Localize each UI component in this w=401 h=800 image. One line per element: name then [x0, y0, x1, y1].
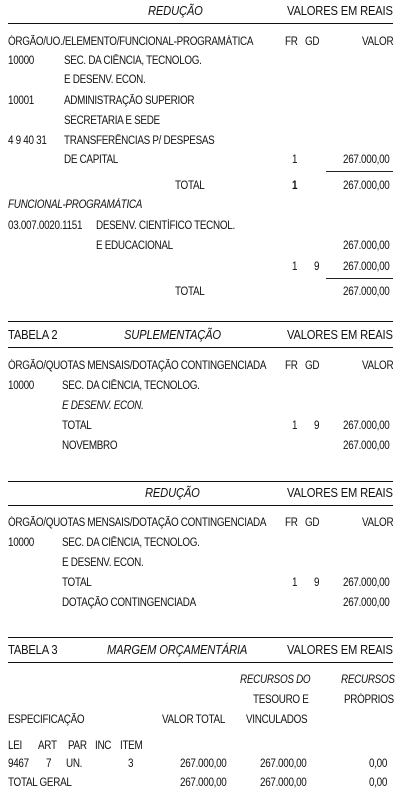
gd-header: GD — [305, 360, 320, 372]
dotacao-valor: 267.000,00 — [343, 597, 390, 609]
sum-line — [326, 171, 393, 172]
block1-column-header: ÓRGÃO/UO./ELEMENTO/FUNCIONAL-PROGRAMÁTICA — [8, 36, 254, 48]
total-fr: 1 — [292, 577, 298, 589]
total-geral-label: TOTAL GERAL — [8, 777, 72, 789]
total-label: TOTAL — [62, 577, 92, 589]
block3-title: REDUÇÃO — [145, 485, 200, 500]
total-proprios: 0,00 — [369, 777, 388, 789]
block3-valores-em-reais: VALORES EM REAIS — [287, 485, 393, 500]
row-text: SECRETARIA E SEDE — [64, 115, 160, 127]
sum-line — [326, 278, 393, 279]
divider — [8, 321, 393, 322]
row-text: TRANSFERÊNCIAS P/ DESPESAS — [64, 135, 215, 147]
row-code: 4 9 40 31 — [8, 135, 47, 147]
dotacao-label: DOTAÇÃO CONTINGENCIADA — [62, 597, 196, 609]
header-par: PAR — [68, 740, 87, 752]
row-text: SEC. DA CIÊNCIA, TECNOLOG. — [62, 537, 200, 549]
row-art: 7 — [46, 758, 52, 770]
fr-header: FR — [285, 517, 298, 529]
divider — [8, 23, 393, 24]
total-valor: 267.000,00 — [343, 286, 390, 298]
sub-fr: 1 — [292, 261, 298, 273]
total-label: TOTAL — [62, 420, 92, 432]
sub-valor: 267.000,00 — [343, 261, 390, 273]
total-valor: 267.000,00 — [343, 420, 390, 432]
total-fr: 1 — [292, 180, 298, 192]
total-valor: 267.000,00 — [343, 180, 390, 192]
block1-valores-em-reais: VALORES EM REAIS — [287, 3, 393, 18]
row-item: 3 — [128, 758, 134, 770]
row-text: DE CAPITAL — [64, 154, 118, 166]
sub-gd: 9 — [314, 261, 320, 273]
divider — [8, 637, 393, 638]
row-par: UN. — [66, 758, 83, 770]
header-recursos: RECURSOS — [341, 674, 395, 686]
divider — [8, 662, 393, 663]
header-art: ART — [38, 740, 57, 752]
block3-column-header: ÓRGÃO/QUOTAS MENSAIS/DOTAÇÃO CONTINGENCIADA — [8, 517, 267, 529]
gd-header: GD — [305, 36, 320, 48]
valor-header: VALOR — [362, 36, 394, 48]
func-code: 03.007.0020.1151 — [8, 220, 83, 232]
row-code: 10001 — [8, 95, 35, 107]
row-text: E DESENV. ECON. — [62, 557, 144, 569]
row-text: E DESENV. ECON. — [62, 400, 144, 412]
row-valor: 267.000,00 — [343, 154, 390, 166]
row-text: ADMINISTRAÇÃO SUPERIOR — [64, 95, 195, 107]
total-gd: 9 — [314, 420, 320, 432]
header-tesouro: TESOURO E — [253, 694, 309, 706]
total-tesouro: 267.000,00 — [260, 777, 307, 789]
row-code: 10000 — [8, 55, 35, 67]
divider — [8, 505, 393, 506]
total-label: TOTAL — [175, 180, 205, 192]
fr-header: FR — [285, 36, 298, 48]
block2-valores-em-reais: VALORES EM REAIS — [287, 327, 393, 342]
gd-header: GD — [305, 517, 320, 529]
funcional-programatica-label: FUNCIONAL-PROGRAMÁTICA — [8, 199, 143, 211]
row-lei: 9467 — [8, 758, 29, 770]
divider — [8, 347, 393, 348]
header-lei: LEI — [8, 740, 22, 752]
header-especificacao: ESPECIFICAÇÃO — [8, 714, 85, 726]
valor-header: VALOR — [362, 517, 394, 529]
func-text: E EDUCACIONAL — [96, 240, 173, 252]
block4-title: MARGEM ORÇAMENTÁRIA — [107, 642, 248, 657]
header-item: ITEM — [120, 740, 143, 752]
row-valor-total: 267.000,00 — [180, 758, 227, 770]
row-code: 10000 — [8, 537, 35, 549]
total-valor-total: 267.000,00 — [180, 777, 227, 789]
month-valor: 267.000,00 — [343, 440, 390, 452]
header-vinculados: VINCULADOS — [246, 714, 308, 726]
row-text: SEC. DA CIÊNCIA, TECNOLOG. — [62, 380, 200, 392]
block2-column-header: ÓRGÃO/QUOTAS MENSAIS/DOTAÇÃO CONTINGENCIADA — [8, 360, 267, 372]
row-tesouro: 267.000,00 — [260, 758, 307, 770]
total-valor: 267.000,00 — [343, 577, 390, 589]
header-valor-total: VALOR TOTAL — [162, 714, 226, 726]
block2-title: SUPLEMENTAÇÃO — [124, 327, 221, 342]
row-fr: 1 — [292, 154, 298, 166]
row-text: SEC. DA CIÊNCIA, TECNOLOG. — [64, 55, 202, 67]
header-recursos-do: RECURSOS DO — [240, 674, 311, 686]
block1-title: REDUÇÃO — [148, 3, 203, 18]
block4-valores-em-reais: VALORES EM REAIS — [287, 642, 393, 657]
func-valor: 267.000,00 — [343, 240, 390, 252]
month-label: NOVEMBRO — [62, 440, 118, 452]
total-label: TOTAL — [175, 286, 205, 298]
divider — [8, 481, 393, 482]
header-proprios: PRÓPRIOS — [344, 694, 394, 706]
row-proprios: 0,00 — [369, 758, 388, 770]
tabela-label: TABELA 3 — [8, 642, 58, 657]
row-code: 10000 — [8, 380, 35, 392]
total-fr: 1 — [292, 420, 298, 432]
header-inc: INC — [95, 740, 112, 752]
total-gd: 9 — [314, 577, 320, 589]
valor-header: VALOR — [362, 360, 394, 372]
tabela-label: TABELA 2 — [8, 327, 58, 342]
row-text: E DESENV. ECON. — [64, 74, 146, 86]
func-text: DESENV. CIENTÍFICO TECNOL. — [96, 220, 235, 232]
fr-header: FR — [285, 360, 298, 372]
